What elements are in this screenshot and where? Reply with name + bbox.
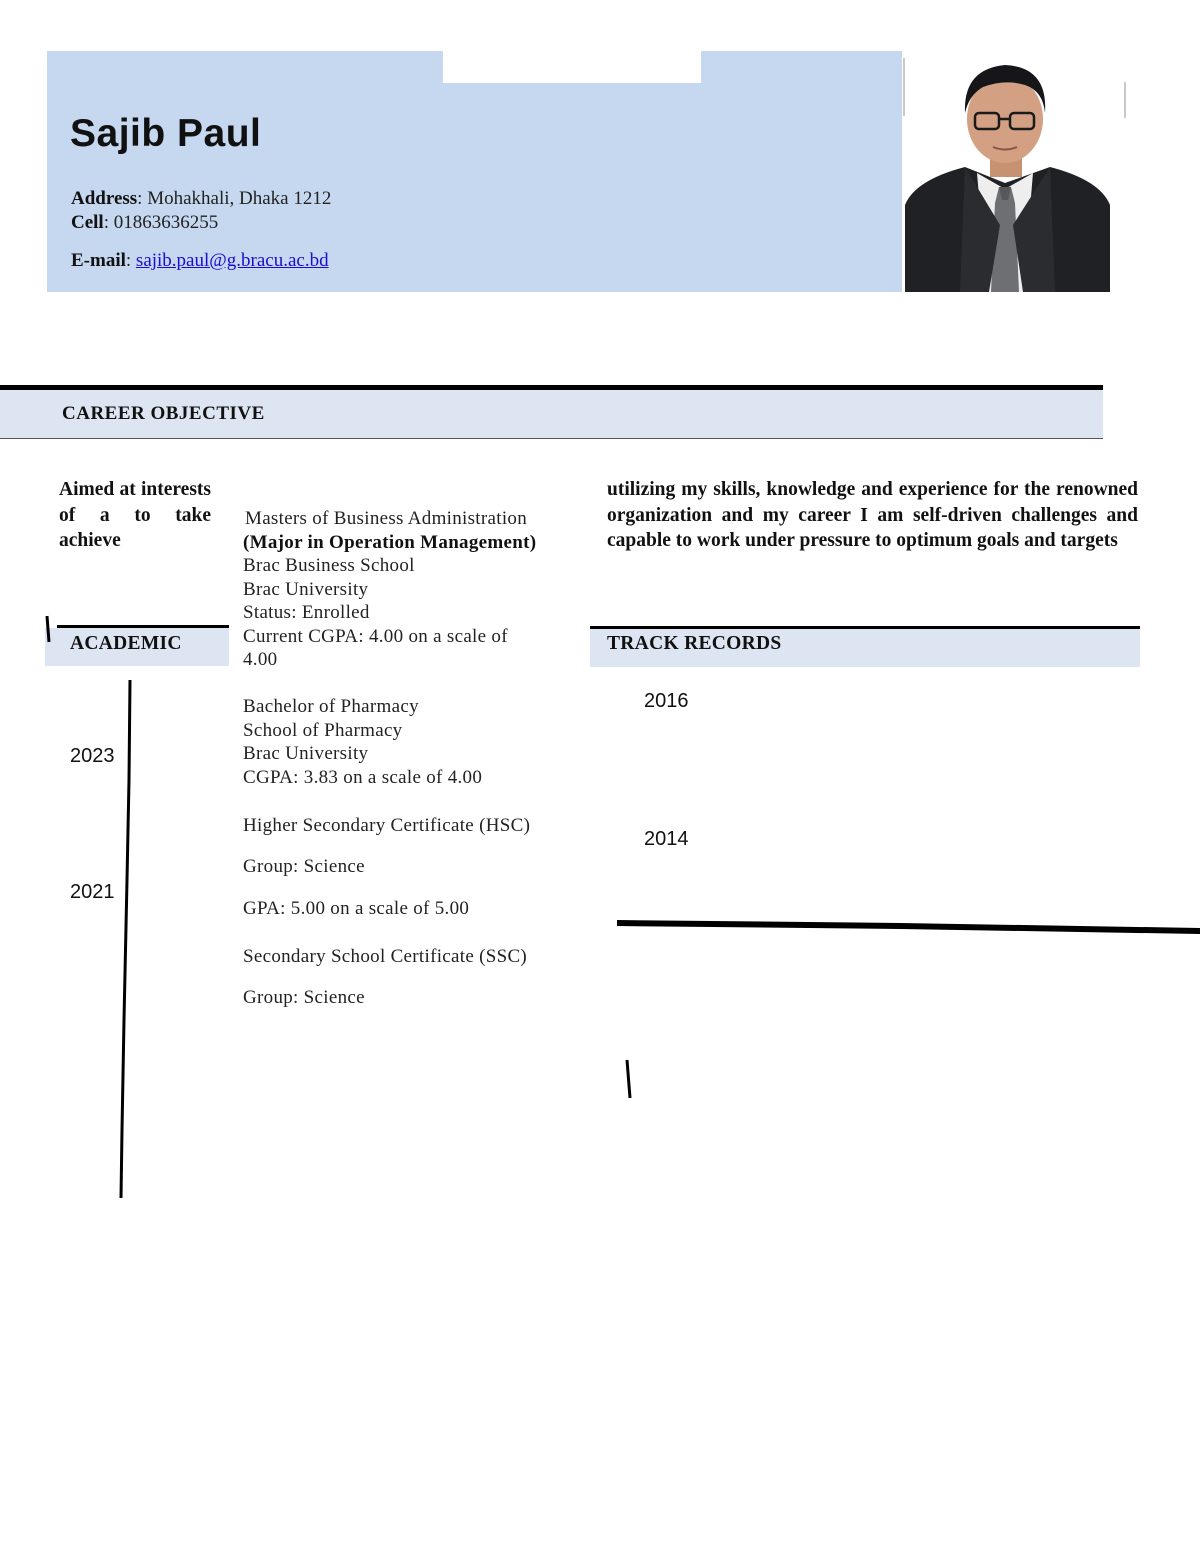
address-label: Address bbox=[71, 188, 138, 209]
horizontal-drawn-line bbox=[617, 923, 1200, 931]
academic-year-2021: 2021 bbox=[70, 881, 115, 903]
email-link[interactable]: sajib.paul@g.bracu.ac.bd bbox=[135, 250, 329, 271]
mba-major: (Major in Operation Management) bbox=[243, 531, 537, 553]
small-tick-mark bbox=[47, 616, 49, 642]
academic-title: ACADEMIC bbox=[70, 633, 182, 654]
candidate-name: Sajib Paul bbox=[70, 112, 262, 155]
mba-degree: Masters of Business Administration bbox=[245, 508, 527, 529]
career-objective-title: CAREER OBJECTIVE bbox=[62, 403, 265, 424]
academic-year-2023: 2023 bbox=[70, 745, 115, 767]
edu-bpharm bbox=[243, 695, 482, 789]
mba-status: Status: Enrolled bbox=[243, 602, 370, 623]
edu-hsc-gpa: GPA: 5.00 on a scale of 5.00 bbox=[243, 898, 470, 919]
edu-ssc-group: Group: Science bbox=[243, 987, 365, 1008]
mba-cgpa-line2: 4.00 bbox=[243, 649, 278, 670]
edu-mba bbox=[243, 507, 536, 672]
edu-hsc-title: Higher Secondary Certificate (HSC) bbox=[243, 815, 531, 836]
mba-school: Brac Business School bbox=[243, 555, 415, 576]
timeline-vertical-line bbox=[121, 680, 130, 1198]
cell-value: : 01863636255 bbox=[103, 212, 219, 233]
career-objective-left-main: Aimed at interests of a to take bbox=[59, 479, 211, 526]
edu-hsc-group: Group: Science bbox=[243, 856, 365, 877]
mba-university: Brac University bbox=[243, 578, 369, 600]
email-separator: : bbox=[125, 250, 136, 271]
bpharm-cgpa: CGPA: 3.83 on a scale of 4.00 bbox=[243, 766, 483, 788]
track-year-2016: 2016 bbox=[644, 690, 689, 712]
email-label: E-mail bbox=[71, 250, 126, 271]
address-value: : Mohakhali, Dhaka 1212 bbox=[137, 188, 332, 209]
small-stroke-mark bbox=[627, 1060, 630, 1098]
career-objective-right-text: utilizing my skills, knowledge and experience for the renowned organization and my career I am self-driven challenges and capable to work under pressure to optimum goals and targets bbox=[607, 479, 1138, 551]
bpharm-university: Brac University bbox=[243, 743, 369, 764]
track-records-title: TRACK RECORDS bbox=[607, 633, 782, 654]
track-year-2014: 2014 bbox=[644, 828, 689, 850]
career-objective-left-last: achieve bbox=[59, 530, 121, 551]
bpharm-degree: Bachelor of Pharmacy bbox=[243, 696, 419, 717]
cell-label: Cell bbox=[71, 212, 104, 233]
mba-cgpa-line1: Current CGPA: 4.00 on a scale of bbox=[243, 625, 508, 647]
bpharm-school: School of Pharmacy bbox=[243, 719, 403, 741]
edu-ssc-title: Secondary School Certificate (SSC) bbox=[243, 946, 528, 967]
